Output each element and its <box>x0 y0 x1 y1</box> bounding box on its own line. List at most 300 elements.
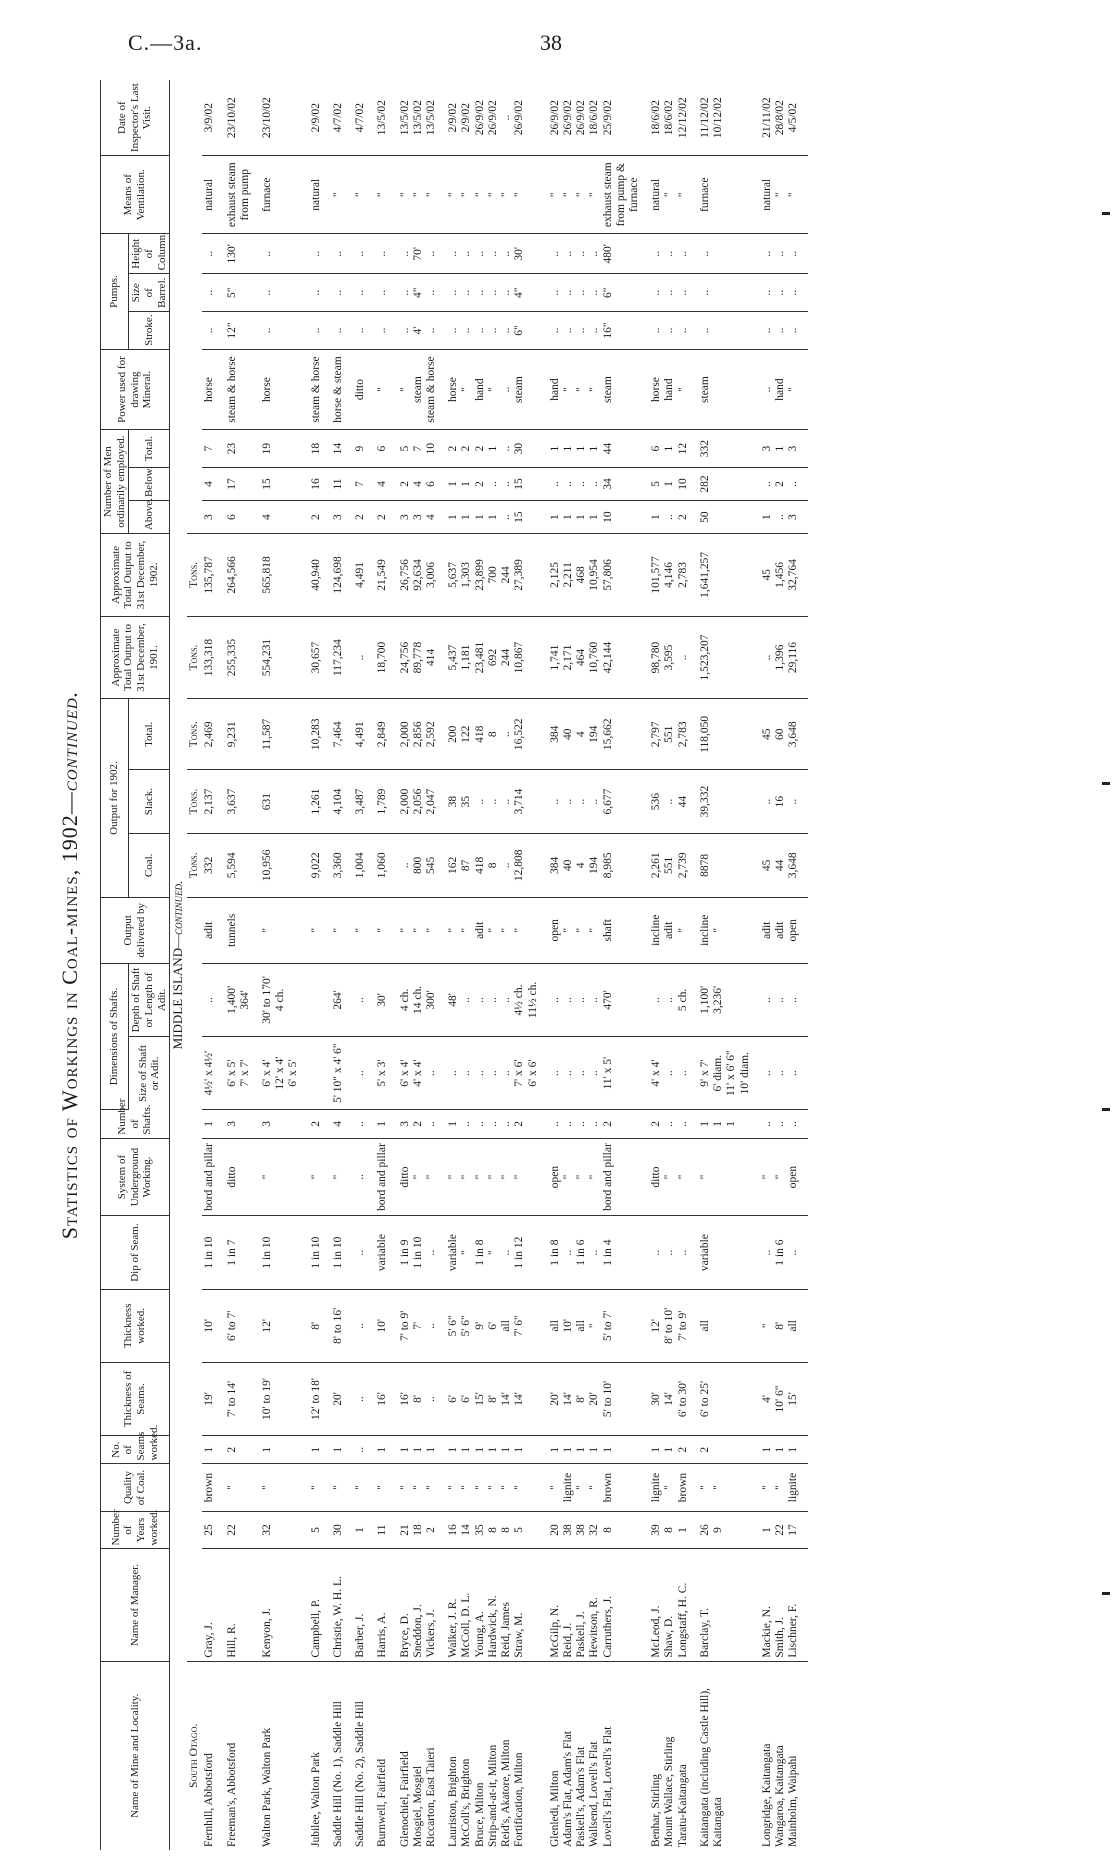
unit-slack: Tons. <box>187 770 202 834</box>
cell-thick-worked: 8' <box>309 1289 331 1362</box>
cell-barrel: .. 4" .. <box>398 274 447 312</box>
cell-power: horse & steam <box>331 349 353 429</box>
cell-slack: 2,137 <box>202 770 224 834</box>
cell-shafts-no: 3 2 .. <box>398 1110 447 1138</box>
cell-out1902: 45 1,456 32,764 <box>760 534 809 617</box>
cell-size: .. .. .. .. 11' x 5' <box>548 1037 650 1110</box>
cell-seams-thick: 12' to 18' <box>309 1362 331 1435</box>
cell-size: 5' x 3' <box>375 1037 397 1110</box>
cell-stroke: .. .. .. <box>649 312 698 350</box>
cell-slack: 3,487 <box>353 770 375 834</box>
cell-stroke: .. <box>375 312 397 350</box>
cell-column: .. <box>353 234 375 274</box>
title-continued: continued. <box>57 690 82 792</box>
cell-system: " <box>309 1138 331 1216</box>
cell-men: 2 2 2 1 .. 30 <box>446 430 548 468</box>
cell-delivered: incline adit " <box>649 897 698 963</box>
cell-delivered: " <box>353 897 375 963</box>
cell-name: Fernhill, Abbotsford <box>203 1753 216 1847</box>
cell-depth: .. .. 5 ch. <box>649 963 698 1036</box>
cell-shafts-no: .. <box>353 1110 375 1138</box>
cell-below: 4 <box>375 467 397 500</box>
cell-total: 2,469 <box>202 699 224 770</box>
cell-size: 4½' x 4½' <box>202 1037 224 1110</box>
cell-depth: 1,100' 3,236' <box>698 963 760 1036</box>
cell-shafts-no: 3 <box>260 1110 309 1138</box>
unit-coal: Tons. <box>187 833 202 897</box>
cell-coal: 384 40 4 194 8,985 <box>548 833 650 897</box>
cell-seams-thick: 30' 14' 6' to 30' <box>649 1362 698 1435</box>
cell-visit: 2/9/02 <box>309 80 331 156</box>
cell-above: 1 .. 2 <box>649 501 698 534</box>
cell-quality: " " lignite <box>760 1464 809 1511</box>
title-main: Statistics of Workings in Coal-mines, 1902— <box>57 791 82 1240</box>
cell-shafts-no: 1 .. .. .. .. 2 <box>446 1110 548 1138</box>
cell-total: 45 60 3,648 <box>760 699 809 770</box>
cell-men: 7 <box>202 430 224 468</box>
cell-vent: exhaust steam from pump <box>225 156 260 234</box>
cell-barrel: .. <box>331 274 353 312</box>
cell-above: 1 1 1 1 10 <box>548 501 650 534</box>
cell-years: 26 9 <box>698 1511 760 1549</box>
margin-mark <box>1102 782 1110 785</box>
cell-seams-thick: 10' to 19' <box>260 1362 309 1435</box>
section-label <box>170 80 187 1850</box>
cell-column: .. .. .. .. .. 30' <box>446 234 548 274</box>
cell-out1901: 30,657 <box>309 616 331 699</box>
cell-out1901: 255,335 <box>225 616 260 699</box>
cell-vent: " <box>375 156 397 234</box>
section-title: MIDDLE ISLAND— <box>170 934 186 1050</box>
cell-name: Glenledi, Milton Adam's Flat, Adam's Flat Paskell's, Adam's Flat Wallsend, Lovell's Flat Lovell's Flat, Lovell's Flat <box>548 1726 614 1847</box>
cell-stroke: .. <box>202 312 224 350</box>
cell-total: 10,283 <box>309 699 331 770</box>
cell-seams-thick: 19' <box>202 1362 224 1435</box>
cell-manager: McGilp, N. Reid, J. Paskell, J. Hewitson, R. Carruthers, J. <box>548 1549 650 1661</box>
cell-delivered: adit <box>202 897 224 963</box>
cell-stroke: .. <box>331 312 353 350</box>
cell-slack: 39,332 <box>698 770 760 834</box>
cell-manager: Gray, J. <box>202 1549 224 1661</box>
cell-seams-thick: 20' <box>331 1362 353 1435</box>
cell-seams-thick: 7' to 14' <box>225 1362 260 1435</box>
cell-delivered: " <box>260 897 309 963</box>
cell-below: 4 <box>202 467 224 500</box>
cell-stroke: .. .. .. .. .. 6" <box>446 312 548 350</box>
col-quality: Quality of Coal. <box>101 1464 170 1511</box>
cell-thick-worked: 10' <box>202 1289 224 1362</box>
cell-dip: .. 1 in 6 .. <box>760 1216 809 1289</box>
cell-shafts-no: .. .. .. .. 2 <box>548 1110 650 1138</box>
cell-seams-thick: .. <box>353 1362 375 1435</box>
col-seams-thick: Thickness of Seams. <box>101 1362 170 1435</box>
cell-slack: 3,637 <box>225 770 260 834</box>
table-row <box>225 80 260 1850</box>
cell-seams-thick: 16' 8' .. <box>398 1362 447 1435</box>
cell-above: 3 <box>202 501 224 534</box>
cell-barrel: 5" <box>225 274 260 312</box>
col-system: System of Underground Working. <box>101 1138 170 1216</box>
col-men-total: Total. <box>129 430 170 468</box>
cell-out1901: 133,318 <box>202 616 224 699</box>
cell-slack: 1,261 <box>309 770 331 834</box>
region-label: South Otago. <box>188 1723 201 1788</box>
rotated-content <box>50 80 1050 1850</box>
cell-slack: 2,000 2,056 2,047 <box>398 770 447 834</box>
cell-barrel: .. .. .. <box>649 274 698 312</box>
cell-system: ditto <box>225 1138 260 1216</box>
col-approx-output-1902: Approximate Total Output to 31st December, 1902. <box>101 534 170 617</box>
cell-thick-worked: all <box>698 1289 760 1362</box>
cell-out1902: 124,698 <box>331 534 353 617</box>
cell-out1902: 101,577 4,146 2,783 <box>649 534 698 617</box>
unit-1902: Tons. <box>187 534 202 617</box>
cell-slack: 536 .. 44 <box>649 770 698 834</box>
cell-power: " <box>375 349 397 429</box>
cell-manager: Christie, W. H. L. <box>331 1549 353 1661</box>
cell-size: .. <box>353 1037 375 1110</box>
cell-barrel: .. <box>260 274 309 312</box>
cell-depth: .. <box>202 963 224 1036</box>
cell-visit: 4/7/02 <box>331 80 353 156</box>
cell-above: 4 <box>260 501 309 534</box>
cell-years: 1 <box>353 1511 375 1549</box>
cell-total: 4,491 <box>353 699 375 770</box>
cell-out1901: 5,437 1,181 23,481 692 244 10,867 <box>446 616 548 699</box>
header-group-row <box>101 80 129 1850</box>
col-years: Number of Years worked. <box>101 1511 170 1549</box>
cell-coal: .. 800 545 <box>398 833 447 897</box>
cell-size <box>309 1037 331 1110</box>
cell-vent: " " " " " " <box>446 156 548 234</box>
table-row <box>353 80 375 1850</box>
cell-coal: 1,060 <box>375 833 397 897</box>
cell-stroke: .. .. .. <box>760 312 809 350</box>
cell-out1901: 1,741 2,171 464 10,760 42,144 <box>548 616 650 699</box>
cell-coal: 5,594 <box>225 833 260 897</box>
cell-barrel: .. <box>353 274 375 312</box>
table-row <box>760 80 809 1850</box>
table-row <box>398 80 447 1850</box>
cell-dip: 1 in 10 <box>309 1216 331 1289</box>
cell-power: horse <box>202 349 224 429</box>
cell-total: 7,464 <box>331 699 353 770</box>
cell-dip: .. .. .. <box>649 1216 698 1289</box>
cell-dip: 1 in 9 1 in 10 .. <box>398 1216 447 1289</box>
cell-power: steam & horse <box>309 349 331 429</box>
cell-name: Benhar, Stirling Mount Wallace, Stirling Taratu-Kaitangata <box>650 1736 689 1847</box>
cell-coal: 10,956 <box>260 833 309 897</box>
cell-above: 1 1 1 1 .. 15 <box>446 501 548 534</box>
cell-total: 200 122 418 8 .. 16,522 <box>446 699 548 770</box>
col-shaft-depth: Depth of Shaft or Length of Adit. <box>129 963 170 1036</box>
cell-below: .. .. .. .. 34 <box>548 467 650 500</box>
cell-delivered: " <box>309 897 331 963</box>
cell-column: 130' <box>225 234 260 274</box>
cell-vent: natural <box>202 156 224 234</box>
cell-power: horse hand " <box>649 349 698 429</box>
cell-power: ditto <box>353 349 375 429</box>
col-visit: Date of Inspector's Last Visit. <box>101 80 170 156</box>
table-row <box>309 80 331 1850</box>
cell-column: .. 70' .. <box>398 234 447 274</box>
cell-below: 2 4 6 <box>398 467 447 500</box>
cell-years: 22 <box>225 1511 260 1549</box>
col-column: Height of Column. <box>129 234 170 274</box>
col-approx-output-1901: Approximate Total Output to 31st December, 1901. <box>101 616 170 699</box>
cell-size: 6' x 4' 12' x 4' 6' x 5' <box>260 1037 309 1110</box>
cell-below: 15 <box>260 467 309 500</box>
table-row <box>698 80 760 1850</box>
cell-column: .. <box>202 234 224 274</box>
cell-years: 16 14 35 8 8 5 <box>446 1511 548 1549</box>
unit-1901: Tons. <box>187 616 202 699</box>
cell-name: Glenochiel, Fairfield Mosgiel, Mosgiel Riccarton, East Taieri <box>398 1747 437 1847</box>
col-shafts-no: Number of Shafts. <box>101 1110 170 1138</box>
cell-men: 23 <box>225 430 260 468</box>
cell-shafts-no: 1 1 1 <box>698 1110 760 1138</box>
cell-out1901: 1,523,207 <box>698 616 760 699</box>
cell-seams-no: 1 1 2 <box>649 1436 698 1464</box>
cell-men: 6 1 12 <box>649 430 698 468</box>
cell-thick-worked: 10' <box>375 1289 397 1362</box>
cell-visit: 23/10/02 <box>225 80 260 156</box>
cell-quality: " " " <box>398 1464 447 1511</box>
rotated-table-frame <box>50 80 1050 1850</box>
cell-column: .. .. .. <box>649 234 698 274</box>
cell-seams-no: 1 1 1 1 1 <box>548 1436 650 1464</box>
cell-depth: 48' .. .. .. .. 4½ ch. 11½ ch. <box>446 963 548 1036</box>
cell-below: 282 <box>698 467 760 500</box>
cell-seams-no: 2 <box>698 1436 760 1464</box>
cell-size: 6' x 5' 7' x 7' <box>225 1037 260 1110</box>
cell-system: bord and pillar <box>202 1138 224 1216</box>
cell-years: 39 8 1 <box>649 1511 698 1549</box>
col-thick-worked: Thickness worked. <box>101 1289 170 1362</box>
cell-delivered: adit adit open <box>760 897 809 963</box>
cell-out1902: 4,491 <box>353 534 375 617</box>
cell-years: 5 <box>309 1511 331 1549</box>
cell-column: .. <box>331 234 353 274</box>
cell-delivered: open " " " shaft <box>548 897 650 963</box>
cell-depth: 264' <box>331 963 353 1036</box>
cell-years: 32 <box>260 1511 309 1549</box>
cell-vent: natural <box>309 156 331 234</box>
cell-shafts-no: 1 <box>375 1110 397 1138</box>
cell-out1902: 264,566 <box>225 534 260 617</box>
cell-vent: furnace <box>698 156 760 234</box>
cell-coal: 9,022 <box>309 833 331 897</box>
cell-manager: Bryce, D. Sneddon, J. Vickers, J. <box>398 1549 447 1661</box>
cell-name: Saddle Hill (No. 1), Saddle Hill <box>331 1701 344 1847</box>
cell-stroke: .. 4' .. <box>398 312 447 350</box>
cell-thick-worked: 5' 6" 5' 6" 9' 6' all 7' 6" <box>446 1289 548 1362</box>
cell-coal: 332 <box>202 833 224 897</box>
cell-barrel: .. .. .. .. .. 4" <box>446 274 548 312</box>
col-barrel: Size of Barrel. <box>129 274 170 312</box>
table-row <box>446 80 548 1850</box>
cell-slack: 4,104 <box>331 770 353 834</box>
cell-system: " " " " " " <box>446 1138 548 1216</box>
cell-seams-no: 1 <box>309 1436 331 1464</box>
cell-shafts-no: 2 <box>309 1110 331 1138</box>
cell-seams-thick: 20' 14' 8' 20' 5' to 10' <box>548 1362 650 1435</box>
cell-system: bord and pillar <box>375 1138 397 1216</box>
cell-men: 5 7 10 <box>398 430 447 468</box>
col-below: Below. <box>129 467 170 500</box>
cell-visit: 11/12/02 10/12/02 <box>698 80 760 156</box>
cell-depth: 4 ch. 14 ch. 300' <box>398 963 447 1036</box>
cell-slack: 1,789 <box>375 770 397 834</box>
cell-total: 2,797 551 2,783 <box>649 699 698 770</box>
cell-visit: 2/9/02 2/9/02 26/9/02 26/9/02 .. 26/9/02 <box>446 80 548 156</box>
cell-quality: brown <box>202 1464 224 1511</box>
cell-thick-worked: 12' 8' to 10' 7' to 9' <box>649 1289 698 1362</box>
cell-depth: 1,400' 364' <box>225 963 260 1036</box>
cell-manager: Kenyon, J. <box>260 1549 309 1661</box>
cell-coal: 162 87 418 8 .. 12,808 <box>446 833 548 897</box>
cell-stroke: .. <box>309 312 331 350</box>
table-row <box>331 80 353 1850</box>
cell-dip: .. <box>353 1216 375 1289</box>
cell-quality: " <box>331 1464 353 1511</box>
cell-out1902: 26,756 92,634 3,006 <box>398 534 447 617</box>
cell-slack: .. .. .. .. 6,677 <box>548 770 650 834</box>
cell-stroke: .. <box>698 312 760 350</box>
cell-depth: 30' <box>375 963 397 1036</box>
cell-men: 14 <box>331 430 353 468</box>
cell-dip: 1 in 10 <box>202 1216 224 1289</box>
cell-system: ditto " " <box>398 1138 447 1216</box>
cell-below: 7 <box>353 467 375 500</box>
cell-column: .. .. .. <box>760 234 809 274</box>
cell-seams-no: 1 <box>331 1436 353 1464</box>
cell-below: 16 <box>309 467 331 500</box>
cell-total: 2,000 2,856 2,592 <box>398 699 447 770</box>
cell-size: 9' x 7' 6' diam. 11' x 6' 6" 10' diam. <box>698 1037 760 1110</box>
margin-mark <box>1102 1592 1110 1595</box>
cell-name: Kaitangata (including Castle Hill), Kaitangata <box>698 1687 725 1847</box>
cell-shafts-no: 2 .. .. <box>649 1110 698 1138</box>
col-pumps-group: Pumps. <box>101 234 129 350</box>
cell-men: 6 <box>375 430 397 468</box>
cell-size: .. .. .. .. .. 7' x 6' 6' x 6' <box>446 1037 548 1110</box>
cell-power: steam & horse <box>225 349 260 429</box>
cell-barrel: .. .. .. .. 6" <box>548 274 650 312</box>
cell-visit: 13/5/02 <box>375 80 397 156</box>
cell-power: horse " hand " .. steam <box>446 349 548 429</box>
cell-manager: Barber, J. <box>353 1549 375 1661</box>
cell-quality: " <box>260 1464 309 1511</box>
cell-thick-worked: 6' to 7' <box>225 1289 260 1362</box>
cell-slack: 38 35 .. .. .. 3,714 <box>446 770 548 834</box>
cell-below: .. 2 .. <box>760 467 809 500</box>
cell-quality: " " <box>698 1464 760 1511</box>
cell-years: 1 22 17 <box>760 1511 809 1549</box>
cell-shafts-no: 1 <box>202 1110 224 1138</box>
cell-system: " <box>698 1138 760 1216</box>
document-reference: C.—3a. <box>128 30 203 55</box>
cell-thick-worked: 8' to 16' <box>331 1289 353 1362</box>
cell-above: 1 .. 3 <box>760 501 809 534</box>
cell-system: " <box>260 1138 309 1216</box>
cell-total: 9,231 <box>225 699 260 770</box>
cell-slack: 631 <box>260 770 309 834</box>
cell-power: hand " " " steam <box>548 349 650 429</box>
cell-men: 3 1 3 <box>760 430 809 468</box>
cell-visit: 3/9/02 <box>202 80 224 156</box>
cell-out1902: 135,787 <box>202 534 224 617</box>
cell-coal: 8878 <box>698 833 760 897</box>
cell-below: 11 <box>331 467 353 500</box>
cell-quality: " <box>225 1464 260 1511</box>
cell-out1901: 554,231 <box>260 616 309 699</box>
cell-out1901: 18,700 <box>375 616 397 699</box>
cell-seams-thick: 4' 10' 6" 15' <box>760 1362 809 1435</box>
cell-years: 25 <box>202 1511 224 1549</box>
cell-column: .. <box>375 234 397 274</box>
col-total: Total. <box>129 699 170 770</box>
cell-men: 19 <box>260 430 309 468</box>
cell-total: 384 40 4 194 15,662 <box>548 699 650 770</box>
cell-coal: 3,360 <box>331 833 353 897</box>
cell-shafts-no: 3 <box>225 1110 260 1138</box>
cell-quality: " lignite " " brown <box>548 1464 650 1511</box>
cell-total: 11,587 <box>260 699 309 770</box>
table-row <box>202 80 224 1850</box>
cell-men: 18 <box>309 430 331 468</box>
col-output-group: Output for 1902. <box>101 699 129 897</box>
cell-out1901: 24,756 89,778 414 <box>398 616 447 699</box>
cell-seams-thick: 6' 6' 15' 8' 14' 14' <box>446 1362 548 1435</box>
cell-total: 2,849 <box>375 699 397 770</box>
cell-barrel: .. <box>375 274 397 312</box>
cell-above: 3 3 4 <box>398 501 447 534</box>
cell-barrel: .. .. .. <box>760 274 809 312</box>
table-row <box>649 80 698 1850</box>
cell-years: 30 <box>331 1511 353 1549</box>
col-coal: Coal. <box>129 833 170 897</box>
section-continued: continued. <box>170 880 186 935</box>
cell-name: Longridge, Kaitangata Wangaroa, Kaitangata Mainholm, Waipahi <box>760 1743 800 1847</box>
col-men-group: Number of Men ordinarily employed. <box>101 430 129 534</box>
cell-visit: 21/11/02 28/8/02 4/5/02 <box>760 80 809 156</box>
cell-dip: 1 in 10 <box>331 1216 353 1289</box>
cell-above: 3 <box>331 501 353 534</box>
document-title <box>50 80 90 1850</box>
cell-dip: 1 in 7 <box>225 1216 260 1289</box>
col-delivered: Output delivered by <box>101 897 170 963</box>
cell-out1902: 2,125 2,211 468 10,954 57,806 <box>548 534 650 617</box>
cell-thick-worked: 12' <box>260 1289 309 1362</box>
cell-slack: .. 16 .. <box>760 770 809 834</box>
cell-quality: lignite " brown <box>649 1464 698 1511</box>
cell-manager: Walker, J. R. McColl, D. L. Young, A. Hardwick, N. Reid, James Straw, M. <box>446 1549 548 1661</box>
cell-visit: 13/5/02 13/5/02 13/5/02 <box>398 80 447 156</box>
cell-above: 2 <box>353 501 375 534</box>
cell-delivered: " " adit " " " <box>446 897 548 963</box>
cell-out1901: 98,780 3,595 .. <box>649 616 698 699</box>
cell-system: " <box>331 1138 353 1216</box>
cell-seams-thick: 6' to 25' <box>698 1362 760 1435</box>
cell-vent: " " " <box>398 156 447 234</box>
cell-above: 50 <box>698 501 760 534</box>
cell-coal: 45 44 3,648 <box>760 833 809 897</box>
cell-out1901: .. 1,396 29,116 <box>760 616 809 699</box>
cell-years: 11 <box>375 1511 397 1549</box>
cell-vent: " <box>353 156 375 234</box>
cell-name: Jubilee, Walton Park <box>309 1752 322 1847</box>
